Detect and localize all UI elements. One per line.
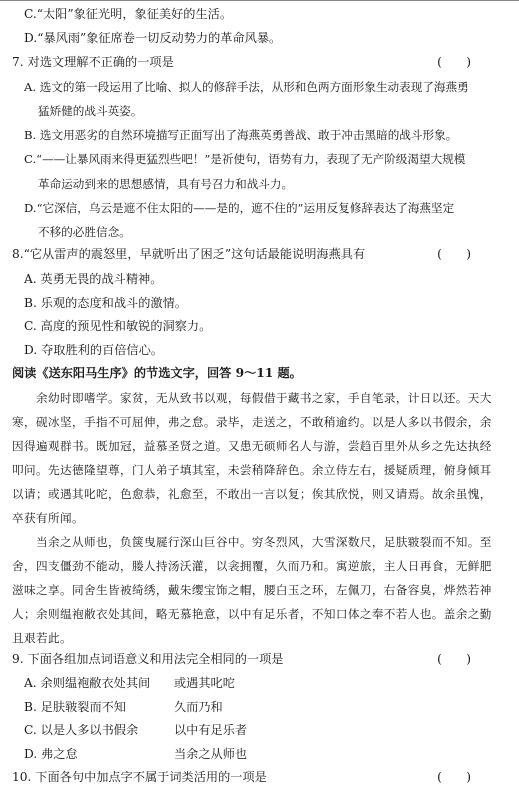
q9-option-c-right: 以中有足乐者	[174, 723, 248, 737]
q9-answer-paren: ( )	[437, 652, 471, 666]
q8-option-d: D. 夺取胜利的百倍信心。	[24, 343, 163, 357]
q8-stem-text: 8.“它从雷声的震怒里，早就听出了困乏”这句话最能说明海燕具有	[12, 247, 366, 261]
q9-option-a-right: 或遇其叱咜	[174, 676, 235, 690]
q9-option-b-left: B. 足肤皲裂而不知	[24, 700, 127, 714]
passage-p1-line6: 卒获有所闻。	[12, 511, 84, 525]
passage-p1-line2: 寒，砚冰坚，手指不可屈伸，弗之怠。录毕，走送之，不敢稍逾约。以是人多以书假余，余	[12, 415, 492, 429]
q9-option-d-left: D. 弗之怠	[24, 747, 78, 761]
q9-stem	[12, 651, 519, 667]
q7-option-c-line2: 革命运动到来的思想感情，具有号召力和战斗力。	[38, 177, 294, 191]
q9-option-c-left: C. 以是人多以书假余	[24, 723, 139, 737]
passage-p1-line1: 余幼时即嗜学。家贫，无从致书以观，每假借于藏书之家，手自笔录，计日以还。天大	[36, 391, 492, 405]
passage-p1-line4: 叩问。先达德隆望尊，门人弟子填其室，未尝稍降辞色。余立侍左右，援疑质理，俯身倾耳	[12, 463, 492, 477]
q7-option-c-line1: C.“——让暴风雨来得更猛烈些吧！”是祈使句，语势有力，表现了无产阶级渴望大规模	[24, 152, 466, 166]
q8-stem	[12, 246, 519, 262]
q10-answer-paren: ( )	[437, 770, 471, 784]
q6-option-c: C.“太阳”象征光明，象征美好的生活。	[24, 7, 233, 21]
passage-p2-line5: 且艰若此。	[12, 631, 72, 645]
q9-option-a-left: A. 余则缊袍敝衣处其间	[24, 676, 151, 690]
top-rule	[0, 0, 519, 1]
q7-option-b: B. 选文用恶劣的自然环境描写正面写出了海燕英勇善战、敢于冲击黑暗的战斗形象。	[24, 128, 458, 142]
q9-stem-text: 9. 下面各组加点词语意义和用法完全相同的一项是	[12, 652, 284, 666]
passage-p2-line4: 人；余则缊袍敝衣处其间，略无慕艳意，以中有足乐者，不知口体之奉不若人也。盖余之勤	[12, 607, 492, 621]
q7-option-d-line2: 不移的必胜信念。	[38, 225, 131, 239]
q9-option-d-right: 当余之从师也	[174, 747, 248, 761]
q7-option-d-line1: D.“它深信，乌云是遮不住太阳的——是的，遮不住的”运用反复修辞表达了海燕坚定	[24, 201, 455, 215]
q8-option-c: C. 高度的预见性和敏锐的洞察力。	[24, 319, 212, 333]
q10-stem-text: 10. 下面各句中加点字不属于词类活用的一项是	[12, 770, 267, 784]
passage-p2-line1: 当余之从师也，负箧曳屣行深山巨谷中。穷冬烈风，大雪深数尺，足肤皲裂而不知。至	[36, 535, 492, 549]
q7-answer-paren: ( )	[437, 55, 471, 69]
q8-option-b: B. 乐观的态度和战斗的激情。	[24, 296, 187, 310]
q7-option-a-line1: A. 选文的第一段运用了比喻、拟人的修辞手法，从形和色两方面形象生动表现了海燕勇	[24, 80, 469, 94]
passage-p1-line3: 因得遍观群书。既加冠，益慕圣贤之道。又患无硕师名人与游，尝趋百里外从乡之先达执经	[12, 439, 492, 453]
passage-p2-line3: 滋味之享。同舍生皆被绮绣，戴朱缨宝饰之帽，腰白玉之环，左佩刀，右备容臭，烨然若神	[12, 583, 492, 597]
reading-intro: 阅读《送东阳马生序》的节选文字，回答 9～11 题。	[12, 366, 302, 380]
passage-p2-line2: 舍，四支僵劲不能动，媵人持汤沃灌，以衾拥覆，久而乃和。寓逆旅，主人日再食，无鲜肥	[12, 559, 492, 573]
q7-stem-text: 7. 对选文理解不正确的一项是	[12, 55, 174, 69]
passage-p1-line5: 以请；或遇其叱咜，色愈恭，礼愈至，不敢出一言以复；俟其欣悦，则又请焉。故余虽愧，	[12, 487, 492, 501]
q8-option-a: A. 英勇无畏的战斗精神。	[24, 272, 163, 286]
q8-answer-paren: ( )	[437, 247, 471, 261]
q9-option-b-right: 久而乃和	[174, 700, 223, 714]
q10-stem	[12, 769, 519, 785]
q7-option-a-line2: 猛矫健的战斗英姿。	[38, 104, 143, 118]
q7-stem	[12, 54, 519, 70]
q6-option-d: D.“暴风雨”象征席卷一切反动势力的革命风暴。	[24, 31, 282, 45]
